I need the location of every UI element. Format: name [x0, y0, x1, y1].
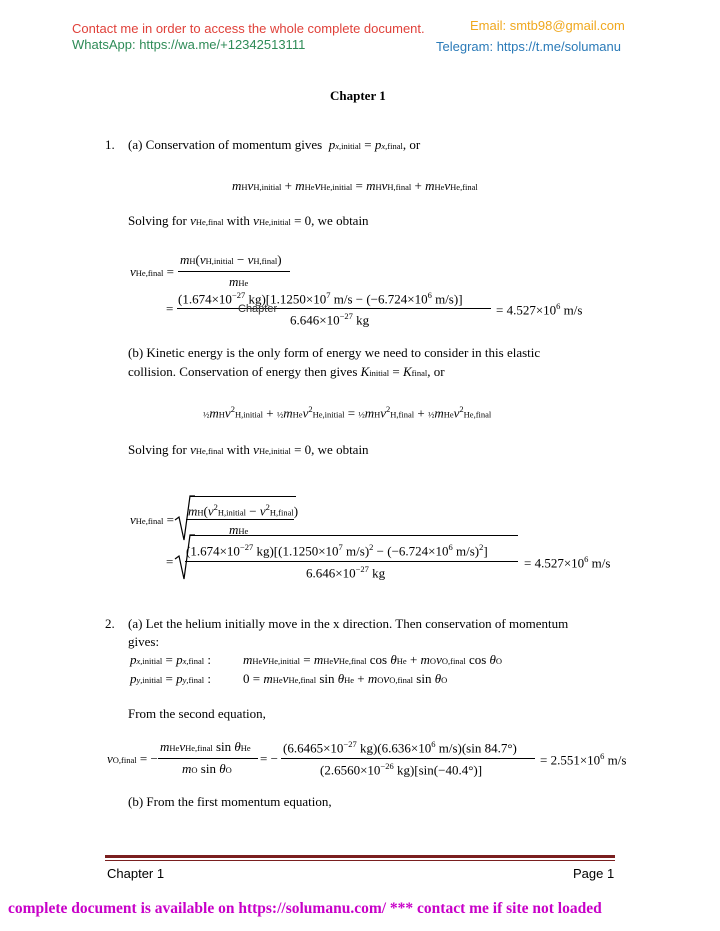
fraction-2-bar [177, 308, 491, 309]
whatsapp-link[interactable]: WhatsApp: https://wa.me/+12342513111 [72, 37, 306, 52]
fraction-2-denominator: $6.646\times 10^{-27}$ kg [290, 311, 370, 328]
fraction-3-denominator: mO sin θO [182, 761, 232, 776]
fraction-1-denominator: mHe [229, 274, 249, 289]
equals-sign-1: = [166, 301, 174, 316]
fraction-4-denominator: ($2.6560\times 10^{-26}$ kg)[sin(−40.4°)] [320, 761, 483, 778]
problem-1-intro: (a) Conservation of momentum gives px,initial = px,final, or [128, 137, 421, 152]
part-b-line-2: collision. Conservation of energy then gives Kinitial = Kfinal, or [128, 364, 445, 379]
chapter-title: Chapter 1 [330, 88, 386, 103]
problem-2-number: 2. [105, 616, 115, 631]
sqrt-fraction-2-numerator: ($1.674\times 10^{-27}$ $kg)[(1.1250\times 10^7$ $m/s)^2 - (-6.724\times 10^6$ m/s)$^2$] [186, 542, 488, 559]
momentum-equation: mHvH,initial + mHevHe,initial = mHvH,final + mHevHe,final [232, 178, 478, 193]
sqrt-fraction-1-numerator: $mH(v^2H,initial$ − $v^2H,final$) [188, 502, 299, 519]
fraction-3-numerator: mHevHe,final sin θHe [160, 739, 251, 754]
y-momentum-equation-rhs: 0 = mHevHe,final sin θHe + mOvO,final sin θO [243, 671, 448, 686]
sqrt-fraction-2-bar [185, 561, 518, 562]
second-equation-text: From the second equation, [128, 706, 266, 721]
vhe-final-label-2: vHe,final = [130, 512, 174, 527]
fraction-3-bar [158, 758, 258, 759]
problem-1-number: 1. [105, 137, 115, 152]
footer-rule-thick [105, 855, 615, 858]
sqrt-overline-2 [190, 535, 518, 536]
contact-notice: Contact me in order to access the whole complete document. [72, 21, 425, 36]
vhe-final-label-1: vHe,final = [130, 264, 174, 279]
vo-final-label: vO,final = − [107, 751, 158, 766]
footer-rule-thin [105, 860, 615, 861]
sqrt-fraction-2-denominator: $6.646\times 10^{-27}$ kg [306, 564, 386, 581]
result-a: = $4.527\times 10^6$ m/s [496, 301, 583, 318]
part-2b-text: (b) From the first momentum equation, [128, 794, 332, 809]
x-momentum-equation-rhs: mHevHe,initial = mHevHe,final cos θHe + mOvO,final cos θO [243, 652, 503, 667]
fraction-4-bar [281, 758, 535, 759]
footer-page-number: Page 1 [573, 866, 615, 881]
email-link[interactable]: Email: smtb98@gmail.com [470, 18, 625, 33]
watermark-text: Chapter [238, 303, 278, 315]
fraction-4-numerator: ($6.6465\times 10^{-27}$ $kg)(6.636\times 10^6$ m/s)(sin 84.7°) [283, 739, 517, 756]
sqrt-overline-1 [190, 496, 296, 497]
equals-sign-2: = [166, 554, 174, 569]
sqrt-fraction-1-denominator: mHe [229, 522, 249, 537]
footer-chapter: Chapter 1 [107, 866, 165, 881]
footer-banner[interactable]: complete document is available on https://solumanu.com/ *** contact me if site not loaded [8, 900, 602, 917]
part-b-line-1: (b) Kinetic energy is the only form of energy we need to consider in this elastic [128, 345, 541, 360]
x-momentum-equation: px,initial = px,final : [130, 652, 211, 667]
equals-minus-sign: = − [260, 751, 278, 766]
energy-equation: ½mHv$^2$H,initial + ½mHev$^2$He,initial = ½mHv$^2$H,final + ½mHev$^2$He,final [203, 404, 492, 421]
result-b: = $4.527\times 10^6$ m/s [524, 554, 611, 571]
problem-2-intro-line-2: gives: [128, 634, 160, 649]
y-momentum-equation: py,initial = py,final : [130, 671, 211, 686]
sqrt-fraction-1-bar [186, 519, 294, 520]
solving-for-line-1: Solving for vHe,final with vHe,initial = 0, we obtain [128, 213, 369, 228]
solving-for-line-2: Solving for vHe,final with vHe,initial = 0, we obtain [128, 442, 369, 457]
fraction-1-numerator: mH(vH,initial − vH,final) [180, 252, 282, 267]
result-2a: = $2.551\times 10^6$ m/s [540, 751, 627, 768]
fraction-2-numerator: ($1.674\times 10^{-27}$ $kg)[1.1250\times 10^7$ $m/s - (-6.724\times 10^6$ m/s)] [178, 290, 463, 307]
problem-2-intro-line-1: (a) Let the helium initially move in the x direction. Then conservation of momentum [128, 616, 569, 631]
fraction-1-bar [178, 271, 290, 272]
telegram-link[interactable]: Telegram: https://t.me/solumanu [436, 39, 621, 54]
